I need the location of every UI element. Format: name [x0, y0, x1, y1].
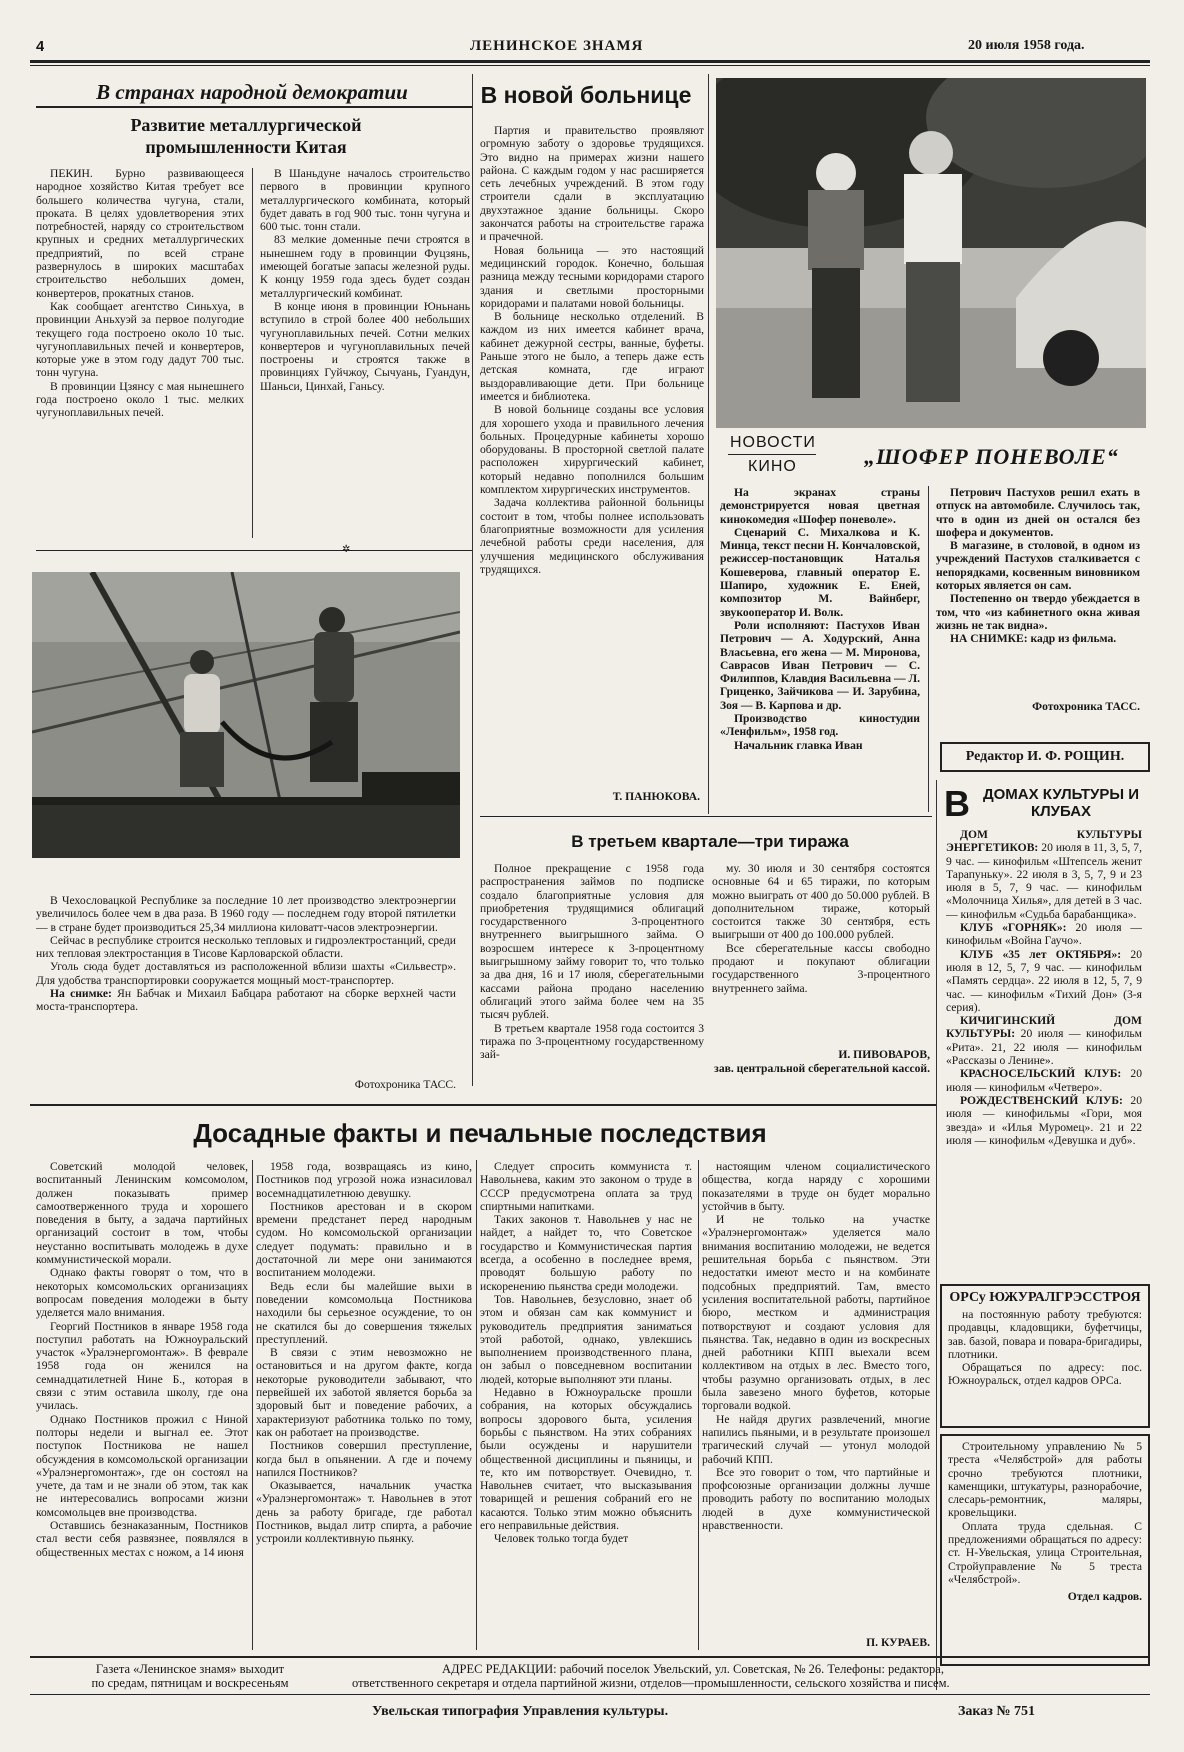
editor-name: Редактор И. Ф. РОЩИН.	[965, 749, 1125, 764]
czech-credit: Фотохроника ТАСС.	[354, 1078, 456, 1091]
hospital-author: Т. ПАНЮКОВА.	[612, 790, 700, 803]
paragraph: Роли исполняют: Пастухов Иван Петрович — А. Ходурский, Анна Власьевна, его жена — М. Миронова, Савраcов Иван Петрович — С. Филиппов, Клавдия Васильевна — Л. Гриценко, Зайчикова — И. Зарубина, Зоя — В. Карпова и др.	[720, 618, 920, 712]
loans-col2	[712, 862, 930, 1032]
paragraph: Сценарий С. Михалкова и К. Минца, текст песни Н. Кончаловской, режиссер-постановщик Наталья Кошеверова, главный оператор Е. Шапиро, художник Е. Еней, композитор М. Вайнберг, звукооператор И. Волк.	[720, 525, 920, 619]
culture-title-letter: В	[944, 784, 970, 824]
column-divider	[928, 486, 929, 812]
paragraph: Партия и правительство проявляют огромную заботу о здоровье трудящихся. Это видно на примерах жизни нашего района. С каждым годом у нас расширяется сеть лечебных учреждений. В этом году строители сдали в эксплуатацию двухэтажное здание больницы. Скоро закончатся работы на строительстве гаража и прачечной.	[480, 124, 704, 244]
culture-item: ДОМ КУЛЬТУРЫ ЭНЕРГЕТИКОВ: 20 июля в 11, 3, 5, 7, 9 час. — кинофильм «Штепсель женит Тарапуньку». 22 июля в 3, 5, 7, 9 и 23 июля в 5, 7, 9 час. — кинофильм «Молочница Хилья», для детей в 3 час. — кинофильм «Судьба барабанщика».	[946, 828, 1142, 921]
paragraph: В больнице несколько отделений. В каждом из них имеется кабинет врача, кабинет дежурной сестры, ванные, буфеты. Раньше этого не было, а теперь даже есть детская комната, где играют выздоравливающие дети. При больнице имеется и библиотека.	[480, 310, 704, 403]
column-divider	[708, 74, 709, 814]
orsu-ad	[940, 1284, 1150, 1428]
page-number: 4	[36, 38, 45, 55]
czech-caption	[36, 894, 456, 1066]
loans-title: В третьем квартале—три тиража	[571, 832, 849, 851]
editor-box	[940, 742, 1150, 772]
paragraph: Оставшись безнаказанным, Постников стал вести себя развязнее, появлялся в общественных местах с ножом, а 14 июня	[36, 1519, 248, 1559]
loans-col1	[480, 862, 704, 1092]
culture-list	[946, 828, 1142, 1258]
film-col1	[720, 486, 920, 816]
photo-construction-workers	[32, 572, 460, 858]
separator-star-icon: ✲	[342, 544, 351, 555]
paragraph: Постников арестован и в скором времени предстанет перед народным судом. Но комсомольской организации следует подумать: правильно и в достаточной ли мере они занимаются воспитанием молодежи.	[256, 1199, 472, 1280]
footer-schedule-line1: Газета «Ленинское знамя» выходит	[95, 1662, 285, 1676]
paragraph: 83 мелкие доменные печи строятся в нынешнем году в провинции Фуцзянь, имеющей богатые запасы железной руды. К концу 1959 года здесь будет создан металлургический комбинат.	[260, 233, 470, 300]
column-divider	[252, 168, 253, 538]
trest-ad	[940, 1434, 1150, 1666]
paragraph: ПЕКИН. Бурно развивающееся народное хозяйство Китая требует все большего количества чугуна, стали, проката. В целях удовлетворения этих потребностей, наряду со строительством крупных и средних металлургических предприятий, по всей стране развернулось в широких масштабах строительство небольших домен, конвертеров, прокатных станов.	[36, 167, 244, 300]
paragraph: В провинции Цзянсу с мая нынешнего года построено около 1 тыс. мелких чугуноплавильных печей.	[36, 379, 244, 420]
paragraph: Задача коллектива районной больницы состоит в том, чтобы полнее использовать благоприятные возможности для усиления лечебной работы среди населения, для улучшения медицинского обслуживания трудящихся.	[480, 496, 704, 576]
paragraph: Полное прекращение с 1958 года распространения займов по подписке создало благоприятные условия для приобретения трудящимися облигаций государственного 3-процентного внутреннего выигрышного займа. О возросшем интересе к 3-процентному выигрышному займу говорит то, что только за два дня, 16 и 17 июля, сберегательными кассами района продано населению облигаций этого займа более чем на 35 тысяч рублей.	[480, 862, 704, 1022]
film-label-bottom: КИНО	[748, 458, 797, 475]
paragraph: настоящим членом социалистического общества, когда наряду с хорошими показателями в труде он будет морально устойчив в быту.	[702, 1160, 930, 1213]
china-col1	[36, 167, 244, 547]
culture-item: КЛУБ «ГОРНЯК»: 20 июля — кинофильм «Война Гаучо».	[946, 921, 1142, 948]
paragraph: Как сообщает агентство Синьхуа, в провинции Аньхуэй за первое полугодие текущего года построено около 10 тыс. чугуноплавильных печей и конвертеров, которые уже в этом году дадут 700 тыс. тонн чугуна.	[36, 299, 244, 380]
paragraph: На экранах страны демонстрируется новая цветная кинокомедия «Шофер поневоле».	[720, 486, 920, 526]
loans-top-rule	[480, 816, 932, 817]
separator-dotted	[36, 550, 472, 551]
paragraph: Таких законов т. Навольнев у нас не найдет, а найдет то, что Советское государство и Коммунистическая партия всегда, а особенно в последнее время, проводят большую работу по искоренению пьянства среди молодежи.	[480, 1213, 692, 1293]
paragraph: Ведь если бы малейшие выхи в поведении комсомольца Постникова находили бы серьезное осуждение, то он не скатился бы до совершения тяжелых преступлений.	[256, 1279, 472, 1346]
china-col2	[260, 167, 470, 547]
paragraph: В связи с этим невозможно не остановиться и на другом факте, когда некоторые руководители забывают, что первейшей их заботой является борьба за здоровый быт и поведение рабочих, а характеризуют работника только по тому, как он работает на производстве.	[256, 1346, 472, 1439]
trest-sig: Отдел кадров.	[1067, 1590, 1142, 1604]
paragraph: Петрович Пастухов решил ехать в отпуск на автомобиле. Случилось так, что в один из дней он остался без шофера и документов.	[936, 486, 1140, 539]
paragraph: му. 30 июля и 30 сентября состоятся основные 64 и 65 тиражи, по которым можно выиграть от 400 до 50.000 рублей. В дополнительном тираже, который состоится также 30 сентября, есть выигрыши от 400 до 100.000 рублей.	[712, 862, 930, 942]
paragraph: Все сберегательные кассы свободно продают и покупают облигации государственного 3-процентного внутреннего займа.	[712, 941, 930, 995]
feuilleton-col1	[36, 1160, 248, 1650]
loans-author-post: зав. центральной сберегательной кассой.	[714, 1062, 930, 1075]
loans-author	[712, 1048, 930, 1076]
footer-printer: Увельская типография Управления культуры.	[372, 1704, 669, 1719]
film-label-top: НОВОСТИ	[730, 434, 816, 451]
footer-schedule-line2: по средам, пятницам и воскресеньям	[91, 1676, 289, 1690]
orsu-text	[942, 1306, 1148, 1390]
film-credit: Фотохроника ТАСС.	[1032, 700, 1140, 713]
paragraph: Оплата труда сдельная. С предложениями обращаться по адресу: ст. Н-Увельская, улица Строительная, Стройуправление № 5 треста «Челябстрой».	[948, 1519, 1142, 1586]
film-title: „ШОФЕР ПОНЕВОЛЕ“	[864, 444, 1119, 469]
film-label-rule	[728, 454, 816, 455]
paragraph: Однако Постников прожил с Ниной полторы недели и выгнал ее. Этот поступок Постникова не нашел обсуждения в комсомольской организации «Уралэнергомонтаж», где он состоял на учете, да там и не знали об этом, так как не интересовались вопросами жизни комсомольцев вне производства.	[36, 1412, 248, 1519]
footer-order: Заказ № 751	[958, 1704, 1035, 1719]
paragraph: В Шаньдуне началось строительство первого в провинции крупного металлургического комбината, который будет давать в год 900 тыс. тонн чугуна и 600 тыс. тонн стали.	[260, 167, 470, 234]
film-col2	[936, 486, 1140, 696]
column-divider	[472, 74, 473, 1086]
photo-film-still	[716, 78, 1146, 428]
culture-item: КИЧИГИНСКИЙ ДОМ КУЛЬТУРЫ: 20 июля — кинофильм «Рита». 21, 22 июля — кинофильм «Рассказы о Ленине».	[946, 1014, 1142, 1068]
orsu-title: ОРСу ЮЖУРАЛГРЭССТРОЯ	[949, 1290, 1141, 1305]
paragraph: Человек только тогда будет	[494, 1532, 629, 1546]
paragraph: Все это говорит о том, что партийные и профсоюзные организации должны лучше проводить работу по воспитанию молодых людей в духе коммунистической нравственности.	[702, 1465, 930, 1533]
paragraph: В новой больнице созданы все условия для хорошего ухода и правильного лечения больных. Процедурные кабинеты хорошо оборудованы. В просторной светлой палате расположен хирургический кабинет, который недавно пополнился большим комплектом хирургических инструментов.	[480, 403, 704, 497]
paragraph: Уголь сюда будет доставляться из расположенной вблизи шахты «Сильвестр». Для удобства транспортировки сооружается мощный мост-транспортер.	[36, 960, 456, 987]
footer-rule-bottom	[30, 1694, 1150, 1695]
culture-title: ДОМАХ КУЛЬТУРЫ И КЛУБАХ	[982, 786, 1140, 820]
paragraph: Строительному управлению № 5 треста «Челябстрой» для работы срочно требуются плотники, каменщики, штукатуры, разнорабочие, слесарь-ремонтник, маляры, кровельщики.	[948, 1440, 1142, 1520]
paragraph: Советский молодой человек, воспитанный Ленинским комсомолом, должен показывать пример самоотверженного труда и хорошего поведения в быту, а задача партийных организаций состоит в том, чтобы неустанно воспитывать молодежь в духе коммунистической морали.	[36, 1160, 248, 1267]
paragraph: Постепенно он твердо убеждается в том, что «из кабинетного окна живая жизнь не так видна».	[936, 592, 1140, 632]
column-divider	[936, 780, 937, 1690]
feuilleton-col4	[702, 1160, 930, 1634]
paragraph: Сейчас в республике строится несколько тепловых и гидроэлектростанций, среди них тепловая электростанция в Тисове Карловарской области.	[36, 933, 456, 961]
masthead-date: 20 июля 1958 года.	[968, 38, 1085, 53]
paragraph: 1958 года, возвращаясь из кино, Постников под угрозой ножа изнасиловал восемнадцатилетнюю девушку.	[256, 1160, 472, 1200]
section-header-rule	[36, 106, 472, 108]
culture-item: КРАСНОСЕЛЬСКИЙ КЛУБ: 20 июля — кинофильм «Четверо».	[946, 1067, 1142, 1094]
masthead-rule	[30, 60, 1150, 63]
culture-item: РОЖДЕСТВЕНСКИЙ КЛУБ: 20 июля — кинофильмы «Гори, моя звезда» и «Илья Муромец». 21 и 22 июля — кинофильм «Девушка и дуб».	[946, 1093, 1142, 1147]
masthead-rule-thin	[30, 65, 1150, 66]
footer-schedule	[40, 1662, 340, 1690]
footer-address-line1: АДРЕС РЕДАКЦИИ: рабочий поселок Увельский, ул. Советская, № 26. Телефоны: редактора,	[442, 1662, 944, 1676]
paragraph: Производство киностудии «Ленфильм», 1958 год.	[720, 712, 920, 739]
feuilleton-col2	[256, 1160, 472, 1650]
footer-address-line2: ответственного секретаря и отдела партийной жизни, отделов—промышленности, сельского хозяйства и писем.	[352, 1676, 950, 1690]
feuilleton-top-rule	[30, 1104, 936, 1106]
footer-rule	[30, 1656, 1150, 1658]
china-title: Развитие металлургической промышленности Китая	[130, 115, 362, 157]
hospital-body	[480, 124, 704, 794]
hospital-title: В новой больнице	[480, 82, 692, 108]
feuilleton-col3	[480, 1160, 692, 1650]
paragraph: В третьем квартале 1958 года состоится 3 тиража по 3-процентному государственному зай-	[480, 1021, 704, 1062]
photo-note: На снимке: Ян Бабчак и Михаил Бабцара работают на сборке верхней части моста-транспортера.	[36, 987, 456, 1014]
footer-address	[352, 1662, 1148, 1690]
feuilleton-author: П. КУРАЕВ.	[866, 1636, 930, 1649]
paragraph: В магазине, в столовой, в одном из учреждений Пастухов сталкивается с непорядками, косвенным виновником которых является он сам.	[936, 539, 1140, 593]
paragraph: Тов. Навольнев, безусловно, знает об этом и обязан сам как коммунист и руководитель предприятия заниматься этой работой, однако, увлекшись выполнением производственного плана, он забыл о повседневном воспитании людей, которые выполняют эти планы.	[480, 1292, 692, 1386]
paragraph: Однако факты говорят о том, что в некоторых комсомольских организациях вопросам поведения молодежи в быту уделяется мало внимания.	[36, 1266, 248, 1320]
feuilleton-title: Досадные факты и печальные последствия	[193, 1118, 767, 1148]
section-header: В странах народной демократии	[96, 80, 408, 104]
paragraph: Оказывается, начальник участка «Уралэнергомонтаж» т. Навольнев в этот день за работу бригаде, где работал Постников, выдал литр спирта, а рабочие устроили коллективную пьянку.	[256, 1479, 472, 1546]
paragraph: Георгий Постников в январе 1958 года поступил работать на Южноуральский участок «Уралэнергомонтаж». В феврале 1958 года он женился на семнадцатилетней Нине Б., которая в связи с этим оставила школу, где она училась.	[36, 1319, 248, 1413]
paragraph: Следует спросить коммуниста т. Навольнева, каким это законом о труде в СССР предусмотрена оплата за труд спиртными напитками.	[480, 1160, 692, 1213]
paragraph: Постников совершил преступление, когда был в опьянении. А где и почему напился Постников?	[256, 1439, 472, 1479]
paragraph: на постоянную работу требуются: продавцы, кладовщики, буфетчицы, зав. базой, повара и повара-бригадиры, плотники.	[948, 1308, 1142, 1361]
paragraph: Не найдя других развлечений, многие напились пьяными, и в результате произошел трагический случай — утонул молодой рабочий КПП.	[702, 1412, 930, 1466]
column-divider	[698, 1160, 699, 1650]
paragraph: Недавно в Южноуральске прошли собрания, на которых обсуждались вопросы здорового быта, усиления борьбы с пьянством. На этих собраниях были осуждены и нарушители общественной дисциплины и пьяницы, и те, кто им потворствует. Очевидно, т. Навольнев считает, что высказывания товарищей и решения собраний его не касаются. Только этим можно объяснить его неправильные действия.	[480, 1386, 692, 1533]
paragraph: Новая больница — это настоящий медицинский городок. Конечно, большая разница между тесными коридорами старого здания и светлыми просторными коридорами и палатами новой больницы.	[480, 243, 704, 310]
masthead-title: ЛЕНИНСКОЕ ЗНАМЯ	[470, 38, 644, 54]
column-divider	[476, 1160, 477, 1650]
culture-item: КЛУБ «35 лет ОКТЯБРЯ»: 20 июля в 12, 5, 7, 9 час. — кинофильм «Память сердца». 22 июля в 12, 5, 7, 9 час. — кинофильм «Тихий Дон» (3-я серия).	[946, 947, 1142, 1014]
paragraph: Обращаться по адресу: пос. Южноуральск, отдел кадров ОРСа.	[948, 1361, 1142, 1388]
trest-text	[942, 1436, 1148, 1590]
paragraph: Начальник главка Иван	[734, 738, 863, 752]
loans-author-name: И. ПИВОВАРОВ,	[838, 1048, 930, 1061]
paragraph: В конце июня в провинции Юньнань вступило в строй более 400 небольших чугуноплавильных печей. Сотни мелких конвертеров и чугуноплавильных печей построены и строятся также в провинциях Гуйчжоу, Сычуань, Гуандун, Шаньси, Цинхай, Ганьсу.	[260, 299, 470, 393]
paragraph: В Чехословацкой Республике за последние 10 лет производство электроэнергии увеличилось более чем в два раза. В 1960 году — последнем году второй пятилетки — в стране будет производиться 25,34 миллиона киловатт-часов электроэнергии.	[36, 894, 456, 934]
paragraph: И не только на участке «Уралэнергомонтаж» уделяется мало внимания воспитанию молодежи, не ведется решительная борьба с пьянством. Эти недостатки имеют место и на комбинате подсобных предприятий. Там, вместо усиления воспитательной работы, партийное бюро, местком и администрация потворствуют и создают условия для пьянства. Так, недавно в один из воскресных дней работники КПП выехали всем коллективом на отдых в лес. Вместо того, чтобы разумно организовать отдых, в лес была завезено много буфетов, которые торговали водкой.	[702, 1213, 930, 1413]
column-divider	[252, 1160, 253, 1650]
paragraph: НА СНИМКЕ: кадр из фильма.	[950, 632, 1117, 646]
